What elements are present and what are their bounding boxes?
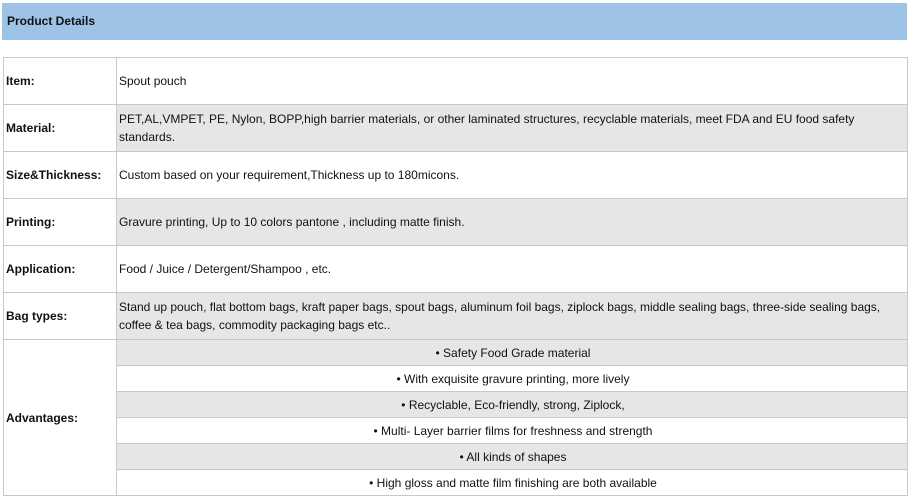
row-label-item: Item: (4, 58, 117, 105)
table-row (4, 199, 908, 246)
row-value-material: PET,AL,VMPET, PE, Nylon, BOPP,high barrier materials, or other laminated structures, recyclable materials, meet FDA and EU food safety standards. (117, 105, 908, 152)
advantage-item: • High gloss and matte film finishing are both available (117, 470, 908, 496)
table-row (4, 246, 908, 293)
header-bar (2, 3, 907, 40)
row-value-item: Spout pouch (117, 58, 908, 105)
table-row (4, 105, 908, 152)
row-label-advantages: Advantages: (4, 340, 117, 496)
row-label-application: Application: (4, 246, 117, 293)
product-details-table (3, 57, 908, 496)
row-label-size-thickness: Size&Thickness: (4, 152, 117, 199)
table-row (4, 152, 908, 199)
table-row (4, 392, 908, 418)
row-label-printing: Printing: (4, 199, 117, 246)
table-row (4, 58, 908, 105)
row-value-size-thickness: Custom based on your requirement,Thickness up to 180micons. (117, 152, 908, 199)
table-row (4, 293, 908, 340)
row-value-printing: Gravure printing, Up to 10 colors pantone , including matte finish. (117, 199, 908, 246)
row-value-application: Food / Juice / Detergent/Shampoo , etc. (117, 246, 908, 293)
table-row (4, 470, 908, 496)
advantage-item: • Recyclable, Eco-friendly, strong, Ziplock, (117, 392, 908, 418)
table-row (4, 444, 908, 470)
advantage-item: • Multi- Layer barrier films for freshness and strength (117, 418, 908, 444)
table-row (4, 418, 908, 444)
advantage-item: • All kinds of shapes (117, 444, 908, 470)
advantage-item: • With exquisite gravure printing, more lively (117, 366, 908, 392)
page-title: Product Details (7, 14, 96, 28)
advantage-item: • Safety Food Grade material (117, 340, 908, 366)
row-label-bag-types: Bag types: (4, 293, 117, 340)
table-row (4, 366, 908, 392)
row-label-material: Material: (4, 105, 117, 152)
row-value-bag-types: Stand up pouch, flat bottom bags, kraft paper bags, spout bags, aluminum foil bags, ziplock bags, middle sealing bags, three-side sealing bags, coffee & tea bags, commodity packaging bags etc.. (117, 293, 908, 340)
table-row (4, 340, 908, 366)
